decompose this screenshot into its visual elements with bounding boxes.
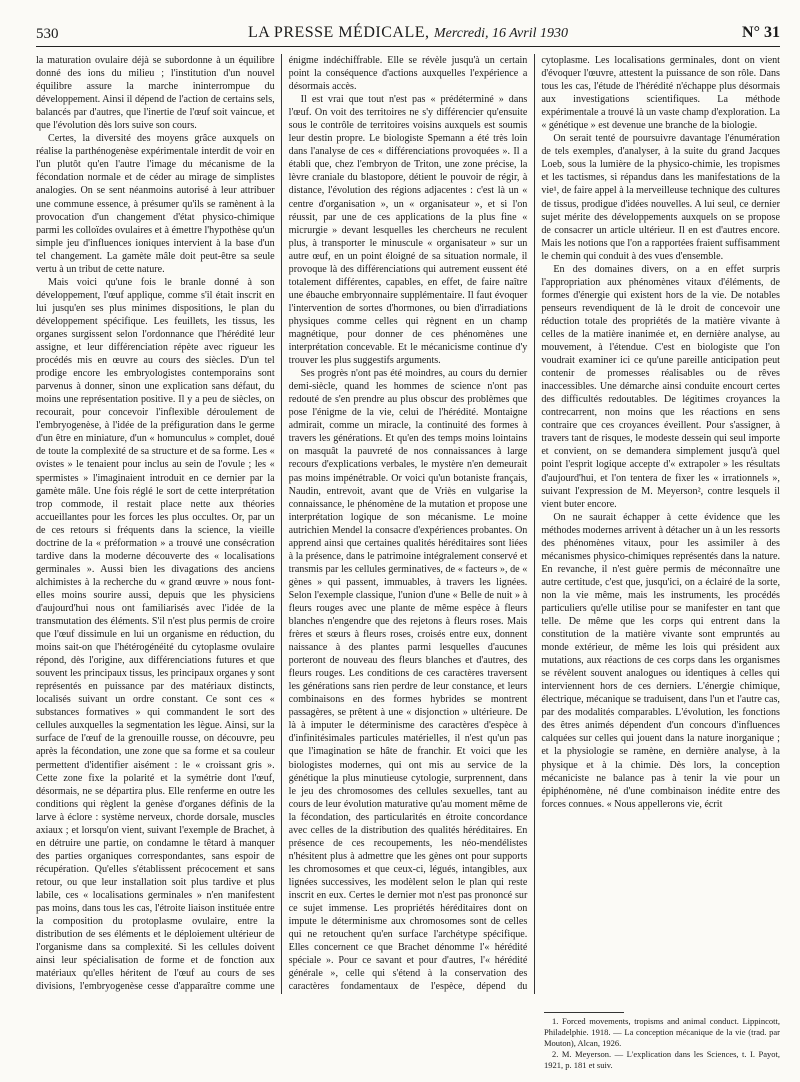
paragraph: la maturation ovulaire déjà se subordonne à un équilibre donné des ions du milieu ; l'institution d'un nouvel équilibre assure la marche ininterrompue du développement. Ainsi il dépend de l'action de certains sels, balancés par d'autres, que l'inertie de l'œuf soit vaincue, et que l'évolution dès lors suive son cours. (36, 55, 275, 132)
footnote: 2. M. Meyerson. — L'explication dans les Sciences, t. I. Payot, 1921, p. 181 et suiv. (544, 1049, 780, 1070)
footnote: 1. Forced movements, tropisms and animal conduct. Lippincott, Philadelphie. 1918. — La conception mécanique de la vie (trad. par Mouton), Alcan, 1926. (544, 1016, 780, 1048)
paragraph: Il est vrai que tout n'est pas « prédéterminé » dans l'œuf. On voit des territoires ne s'y différencier qu'ensuite sous le contrôle de territoires voisins auxquels est soumis leur destin propre. Le biologiste Spemann a été très loin dans l'analyse de ces « différenciations provoquées ». Il a établi que, chez l'embryon de Triton, une zone précise, la lèvre craniale du blastopore, détient le pouvoir de régir, à distance, l'évolution des régions adjacentes : c'est là un « centre d'organisation », un « organisateur », et si l'on réussit, par une de ces applications de la plus fine « micrurgie » devant lesquelles les chercheurs ne reculent plus, à transporter le minuscule « organisateur » sur un autre œuf, en un point éloigné de sa situation normale, il provoque là des différenciations qui autrement eussent été totalement différentes, capables, en effet, de faire naître une ébauche embryonnaire supplémentaire. Il faut évoquer l'intervention de sortes d'hormones, ou bien d'irradiations physiques comme celles qui règnent en un champ magnétique, pour donner de ces phénomènes une interprétation concevable. Et le mécanicisme continue d'y trouver les plus suggestifs arguments. (288, 94, 528, 367)
footnote-divider (544, 1012, 624, 1013)
paragraph: On ne saurait échapper à cette évidence que les méthodes modernes arrivent à détacher un à un les ressorts des phénomènes vitaux, pour les assimiler à des mécanismes physico-chimiques représentés dans la nature. En revanche, il n'est guère permis de méconnaître une autre certitude, c'est que, jusqu'ici, on a éclairé de la sorte, non la vie même, mais les instruments, les procédés particuliers qu'elle utilise pour se manifester en tant que telle. De même que les corps qui entrent dans la constitution de la matière vivante sont empruntés au monde extérieur, de même les lois qui président aux mutations, aux réactions de ces corps dans les organismes se révèlent souvent analogues ou identiques à celles qui interviennent hors de ces derniers. L'énergie chimique, électrique, mécanique se traduisent, dans l'un et l'autre cas, par des modalités comparables. L'évolution, les fonctions des êtres animés dépendent d'un concours d'influences calquées sur celles qui jouent dans la nature inorganique ; et la physiologie se ramène, en dernière analyse, à la physique et à la chimie. Dès lors, la conception mécaniciste ne balance pas à tenir la vie pour un épiphénomène, né d'une combinaison inédite entre des forces connues. « Nous appellerons vie, écrit (541, 511, 780, 810)
paragraph: On serait tenté de poursuivre davantage l'énumération de tels exemples, d'analyser, à la suite du grand Jacques Loeb, sous la lumière de la physico-chimie, les tropismes et les tactismes, si répandus dans les manifestations de la vie¹, de faire appel à la merveilleuse technique des cultures de tissus, prodigue d'idées nouvelles. A lui seul, ce dernier sujet mérite des développements auxquels on se propose de consacrer un article ultérieur. Il en est d'autres encore. Mais les notions que l'on a rapportées fraient suffisamment le chemin qui conduit à des vues d'ensemble. (541, 133, 780, 262)
footnotes (544, 1016, 780, 1071)
paragraph: Certes, la diversité des moyens grâce auxquels on réalise la parthénogenèse expérimentale interdit de voir en l'un plutôt qu'en l'autre l'image du mécanisme de la fécondation normale et de céder au mirage de simplistes analogies. On se sent néanmoins autorisé à leur attribuer une commune essence, à présumer qu'ils se ramènent à la provocation d'un changement d'état physico-chimique parmi les colloïdes ovulaires et à émettre l'hypothèse qu'un simple jeu d'influences ioniques intervient à la base d'un tel changement. La gamète mâle doit peut-être sa seule vertu à un tribut de cette nature. (36, 133, 275, 275)
paragraph: En des domaines divers, on a en effet surpris l'appropriation aux phénomènes vitaux d'éléments, de formes d'énergie qui existent hors de la vie. De notables penseurs revendiquent de là le droit de concevoir une réduction totale des propriétés de la matière vivante à celles de la matière inanimée et, en dernière analyse, au mouvement, à l'étendue. C'est en biologiste que l'on voudrait examiner ici ce qu'une pareille anticipation peut contenir de promesses réalisables ou de rêves inaccessibles. Une démarche ainsi conduite encourt certes des difficultés redoutables. De légitimes croyances la contrecarrent, non moins que les réactions en sens contraire que ces croyances éveillent. Pour s'assigner, à travers tant de risques, le modeste dessein qui seul importe et convient, on se demandera simplement jusqu'à quel point l'esprit logique accepte d'« extrapoler » les résultats d'aujourd'hui, et l'on tentera de fixer les « irrationnels », suivant l'expression de M. Meyerson², contre lesquels il vient buter encore. (541, 263, 780, 510)
page-number: 530 (36, 26, 59, 42)
journal-name: LA PRESSE MÉDICALE, (247, 24, 430, 41)
issue-date: Mercredi, 16 Avril 1930 (433, 26, 569, 41)
issue-number: N° 31 (742, 24, 780, 41)
running-title (36, 24, 780, 42)
page-header (36, 20, 780, 47)
paragraph: Ses progrès n'ont pas été moindres, au cours du dernier demi-siècle, quand les hommes de science n'ont pas redouté de s'en prendre au plus obscur des problèmes que pose l'énigme de la vie, celui de l'hérédité. Montaigne admirait, comme un miracle, la continuité des formes à travers les générations. Et qu'en des temps moins lointains on masquât la pauvreté de nos connaissances à large recours d'explications verbales, le mystère n'en demeurait pas moins impénétrable. Or voici qu'un botaniste français, Naudin, entrevoit, avant que de Vriès en vulgarise la connaissance, le phénomène de la mutation et propose une interprétation logique de son mécanisme. Le moine autrichien Mendel la consacre d'expériences probantes. On apprend ainsi que certaines qualités héréditaires sont liées à la présence, dans le patrimoine intégralement conservé et transmis par les cellules germinatives, de « facteurs », de « gènes » qui passent, immuables, à travers les lignées. Selon l'exemple classique, l'union d'une « Belle de nuit » à fleurs rouges avec une plante de même espèce à fleurs blanches n'engendre que des rejetons à fleurs roses. Mais frères et sœurs à fleurs roses, croisés entre eux, donnent naissance à des plantes parmi lesquelles d'aucunes porteront de nouveau des fleurs blanches et d'autres, des fleurs rouges. Les conditions de ces caractères traversent les générations sans rien perdre de leur constance, et leurs combinaisons en des formes hybrides se montrent passagères, se prêtent à une « disjonction » ultérieure. De là à imputer le déterminisme des caractères d'espèce à d'infinitésimales particules matérielles, il n'est qu'un pas que l'imagination se hâte de franchir. Et voici que les biologistes modernes, qui ont mis au service de la génétique la plus minutieuse cytologie, surprennent, dans le jeu des chromosomes des cellules sexuelles, tant au cours de leur évolution maturative qu'au moment même de la fécondation, des particularités en étroite concordance avec celles de la distribution des qualités héréditaires. En présence de ces recoupements, les néo-mendélistes n'hésitent plus à admettre que les gènes ont pour supports les chromosomes et que ceux-ci, légués, intangibles, aux lignées successives, les modèlent selon le plan qui reste inscrit en eux. Certes le dernier mot n'est pas prononcé sur ce sujet immense. Les propriétés héréditaires dont on impute le déterminisme aux chromosomes sont de celles qui ne retouchent qu'en surface l'archétype spécifique. Elles concernent ce que Brachet dénomme l'« hérédité spéciale ». Pour ce savant et pour d'autres, l'« hérédité générale », celle qui s'étend à la conservation des caractères fondamentaux de l'espèce, dépend du cytoplasme. Les localisations germinales, dont on vient d'évoquer l'œuvre, attestent la puissance de son rôle. Dans tous les cas, l'étude de l'hérédité n'échappe plus désormais aux investigations scientifiques. La méthode expérimentale a trouvé là un vaste champ d'exploration. La « génétique » est devenue une branche de la biologie. (288, 55, 780, 993)
article-body (36, 54, 780, 994)
paragraph: Mais voici qu'une fois le branle donné à son développement, l'œuf applique, comme s'il était inscrit en lui jusqu'en ses plus minimes dispositions, le plan du développement spécifique. Les feuillets, les tissus, les organes surgissent selon l'ordonnance que l'hérédité leur assigne, et leur différenciation répète avec rigueur les procédés mis en œuvre au cours des siècles. D'un tel prodige encore les embryologistes contemporains sont parvenus à donner, sinon une explication sans défaut, du moins une représentation positive. Il y a peu de siècles, on recourait, pour concevoir l'inflexible déroulement de l'embryogenèse, à l'idée de la préfiguration dans le germe d'un être en miniature, d'un « homunculus » complet, doué de toute la complexité de sa structure et de sa forme. Les « ovistes » le tenaient pour inclus au sein de l'ovule ; les « spermistes » l'imaginaient introduit en ce dernier par la gamète mâle. Une fois réglé le sort de cette interprétation trop commode, il restait place nette aux théories accueillantes pour les forces les plus occultes. Or, par un de ces retours si fréquents dans la science, la vieille doctrine de la « préformation » a trouvé une consécration tardive dans la moderne découverte des « localisations germinales ». Aussi bien les divagations des anciens alchimistes à la recherche du « grand œuvre » nous font-elles moins sourire aussi, depuis que les physiciens d'aujourd'hui nous ont familiarisés avec l'idée de la transmutation des éléments. S'il n'est plus permis de croire que l'œuf dissimule en lui un organisme en réduction, du moins sait-on que l'hétérogénéité du cytoplasme ovulaire répond, dès l'origine, aux différenciations futures et que souvent les principaux tissus, les principaux organes y sont représentés en puissance par des matériaux distincts, localisés suivant un ordre constant. Ce sont ces « substances formatives » qui commandent le sort des cellules auxquelles la segmentation les lègue. Ainsi, sur la surface de l'œuf de la grenouille rousse, on découvre, peu après la fécondation, une zone que sa forme et sa couleur permettent d'identifier aisément : le « croissant gris ». Cette zone fixe la polarité et la symétrie dont l'œuf, désormais, ne se départira plus. Elle renferme en outre les conditions qui règlent la genèse d'organes définis de la larve à éclore : système nerveux, chorde dorsale, muscles axiaux ; et lorsqu'on vient, suivant l'exemple de Brachet, à en détruire une partie, on condamne le têtard à manquer des parties organiques correspondantes, sans espoir de récupération. Qu'elles s'établissent précocement et sans retour, ou que leur installation soit plus tardive et plus labile, ces « localisations germinales » n'en manifestent pas moins, dans tous les cas, l'étroite liaison instituée entre la composition du protoplasme ovulaire, entre la distribution de ses éléments et le déploiement ultérieur de l'organisme dans sa complexité. Si les cellules doivent ainsi leur spécialisation de forme et de fonction aux matériaux qu'elles héritent de l'œuf au cours de ses divisions, l'embryogenèse cesse d'apparaître comme une énigme indéchiffrable. Elle se révèle jusqu'à un certain point la conséquence d'actions auxquelles l'expérience a désormais accès. (36, 55, 528, 993)
